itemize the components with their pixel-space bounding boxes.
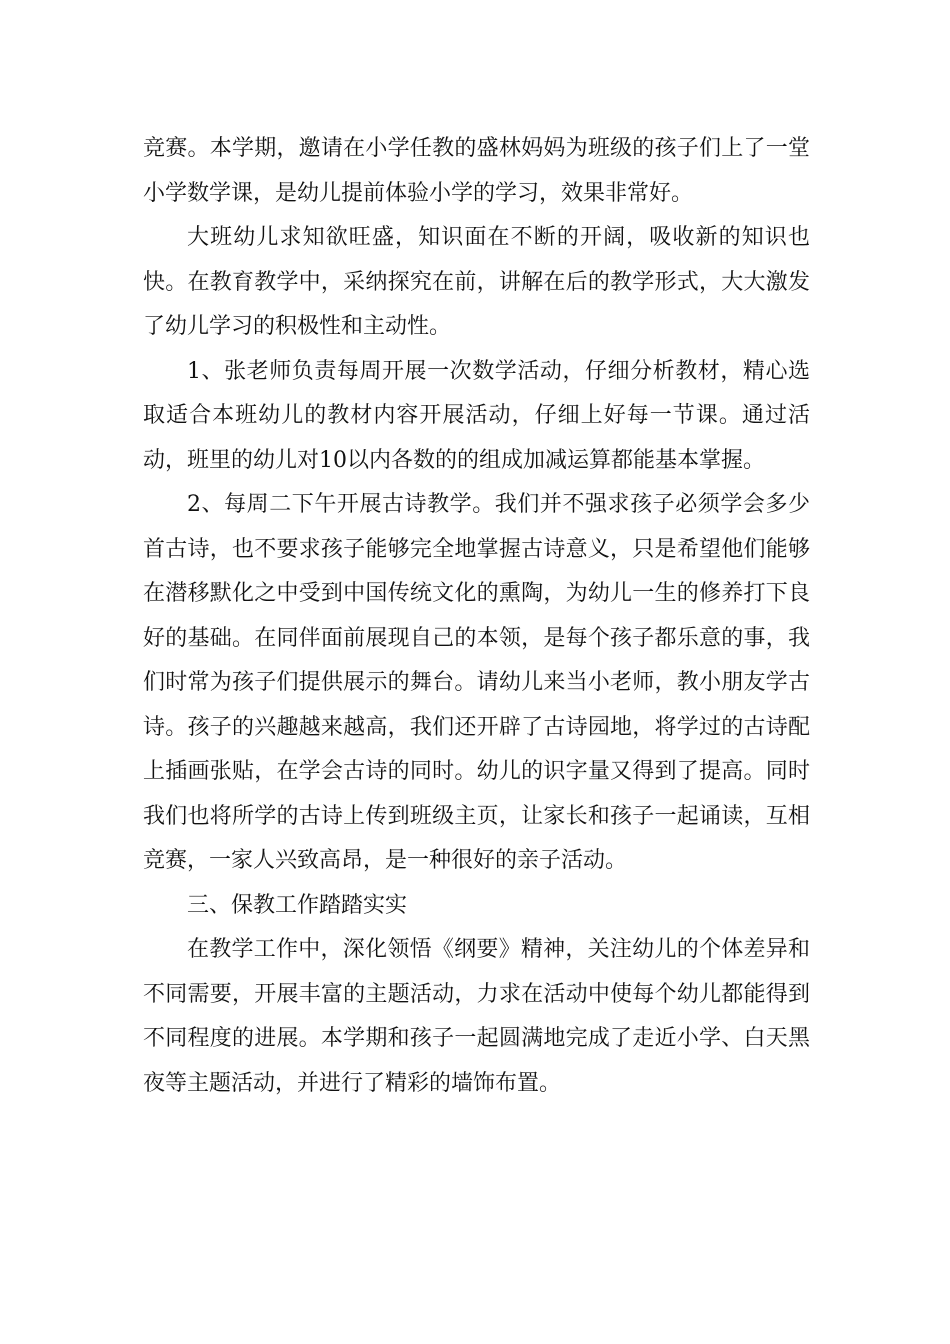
section-heading: 三、保教工作踏踏实实 [187,892,408,918]
document-body [143,127,810,1106]
paragraph-5: 在教学工作中，深化领悟《纲要》精神，关注幼儿的个体差异和不同需要，开展丰富的主题活动，力求在活动中使每个幼儿都能得到不同程度的进展。本学期和孩子一起圆满地完成了走近小学、白天黑夜等主题活动，并进行了精彩的墙饰布置。 [143,937,810,1096]
paragraph-2: 大班幼儿求知欲旺盛，知识面在不断的开阔，吸收新的知识也快。在教育教学中，采纳探究在前，讲解在后的教学形式，大大激发了幼儿学习的积极性和主动性。 [143,225,810,339]
paragraph-1: 竞赛。本学期，邀请在小学任教的盛林妈妈为班级的孩子们上了一堂小学数学课，是幼儿提前体验小学的学习，效果非常好。 [143,136,810,206]
paragraph-3: 1、张老师负责每周开展一次数学活动，仔细分析教材，精心选取适合本班幼儿的教材内容开展活动，仔细上好每一节课。通过活动，班里的幼儿对10以内各数的的组成加减运算都能基本掌握。 [143,358,810,473]
paragraph-4: 2、每周二下午开展古诗教学。我们并不强求孩子必须学会多少首古诗，也不要求孩子能够完全地掌握古诗意义，只是希望他们能够在潜移默化之中受到中国传统文化的熏陶，为幼儿一生的修养打下良好的基础。在同伴面前展现自己的本领，是每个孩子都乐意的事，我们时常为孩子们提供展示的舞台。请幼儿来当小老师，教小朋友学古诗。孩子的兴趣越来越高，我们还开辟了古诗园地，将学过的古诗配上插画张贴，在学会古诗的同时。幼儿的识字量又得到了提高。同时我们也将所学的古诗上传到班级主页，让家长和孩子一起诵读，互相竞赛，一家人兴致高昂，是一种很好的亲子活动。 [143,492,810,873]
